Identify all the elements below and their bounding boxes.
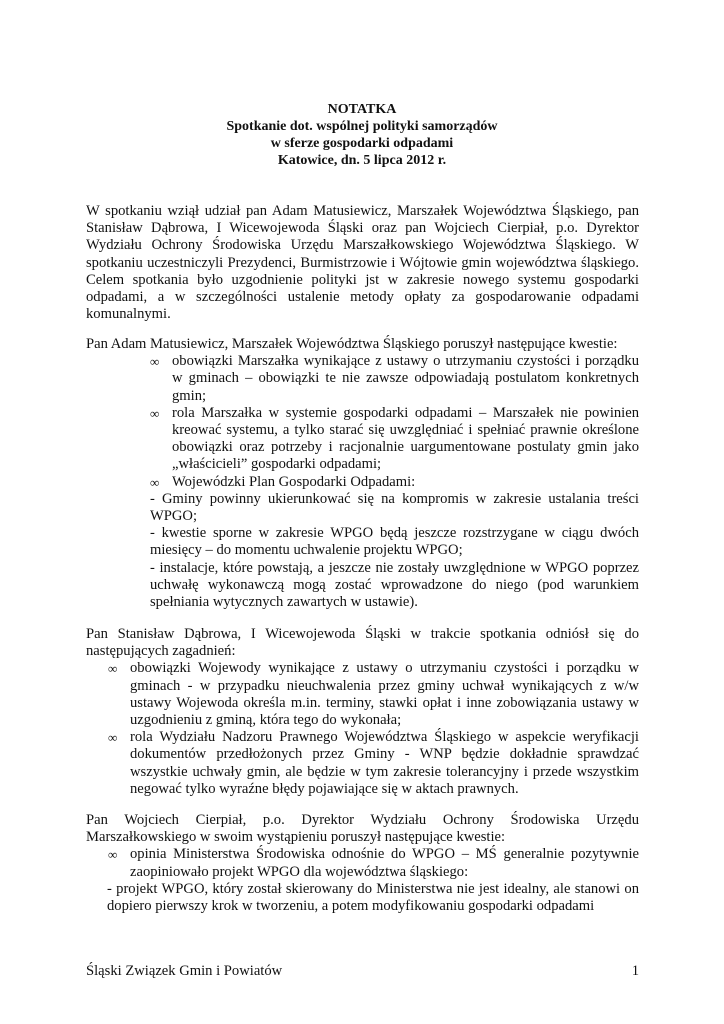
- section-lead: Pan Stanisław Dąbrowa, I Wicewojewoda Śląski w trakcie spotkania odniósł się do następujących zagadnień:: [86, 626, 639, 660]
- bullet-list: [150, 353, 639, 491]
- infinity-bullet-icon: ∞: [108, 847, 118, 863]
- section-marshal: [86, 336, 639, 611]
- sub-item: - projekt WPGO, który został skierowany do Ministerstwa nie jest idealny, ale stanowi on dopiero pierwszy krok w tworzeniu, a potem modyfikowaniu gospodarki odpadami: [107, 880, 639, 915]
- document-title: [0, 101, 724, 169]
- list-item: [150, 405, 639, 474]
- bullet-list: [108, 846, 639, 880]
- sub-item: - kwestie sporne w zakresie WPGO będą jeszcze rozstrzygane w ciągu dwóch miesięcy – do momentu uchwalenie projektu WPGO;: [150, 525, 639, 559]
- list-item: [108, 846, 639, 880]
- list-item: [150, 474, 639, 491]
- list-item-text: Wojewódzki Plan Gospodarki Odpadami:: [172, 473, 416, 490]
- list-item-text: opinia Ministerstwa Środowiska odnośnie do WPGO – MŚ generalnie pozytywnie zaopiniowało projekt WPGO dla województwa śląskiego:: [130, 846, 639, 880]
- list-item-text: rola Marszałka w systemie gospodarki odpadami – Marszałek nie powinien kreować systemu, a tylko starać się uwzględniać i spełniać prawnie określone obowiązki oraz potrzeby i racjonalnie uargumentowane postulaty gmin jako „właścicieli” gospodarki odpadami;: [172, 404, 639, 473]
- list-item: [150, 353, 639, 405]
- infinity-bullet-icon: ∞: [108, 730, 118, 746]
- section-director: [86, 812, 639, 915]
- intro-paragraph: W spotkaniu wziął udział pan Adam Matusiewicz, Marszałek Województwa Śląskiego, pan Stanisław Dąbrowa, I Wicewojewoda Śląski oraz pan Wojciech Cierpiał, p.o. Dyrektor Wydziału Ochrony Środowiska Urzędu Marszałkowskiego Województwa Śląskiego. W spotkaniu uczestniczyli Prezydenci, Burmistrzowie i Wójtowie gmin województwa śląskiego. Celem spotkania było uzgodnienie polityki jst w zakresie nowego systemu gospodarki odpadami, a w szczególności ustalenie metody opłaty za gospodarowanie odpadami komunalnymi.: [86, 203, 639, 323]
- list-item-text: rola Wydziału Nadzoru Prawnego Województwa Śląskiego w aspekcie weryfikacji dokumentów przedłożonych przez Gminy - WNP będzie dokładnie sprawdzać wszystkie uchwały gmin, ale będzie w tym zakresie tolerancyjny i przede wszystkim negować tylko wyraźne błędy pojawiające się w aktach prawnych.: [130, 729, 639, 797]
- infinity-bullet-icon: ∞: [150, 405, 160, 421]
- page-number: 1: [631, 963, 639, 979]
- infinity-bullet-icon: ∞: [150, 474, 160, 490]
- page-footer: [86, 963, 639, 980]
- infinity-bullet-icon: ∞: [108, 661, 118, 677]
- list-item-text: obowiązki Marszałka wynikające z ustawy o utrzymaniu czystości i porządku w gminach – obowiązki te nie zawsze odpowiadają postulatom konkretnych gmin;: [172, 353, 639, 404]
- list-item-text: obowiązki Wojewody wynikające z ustawy o utrzymaniu czystości i porządku w gminach - w przypadku nieuchwalenia przez gminy uchwał wynikających z w/w ustawy Wojewoda określa m.in. terminy, stawki opłat i inne zobowiązania ustawy w uzgodnieniu z gminą, która tego do wykonała;: [130, 660, 639, 729]
- infinity-bullet-icon: ∞: [150, 354, 160, 370]
- section-lead: Pan Adam Matusiewicz, Marszałek Województwa Śląskiego poruszył następujące kwestie:: [86, 336, 618, 352]
- section-lead: Pan Wojciech Cierpiał, p.o. Dyrektor Wydziału Ochrony Środowiska Urzędu Marszałkowskiego w swoim wystąpieniu poruszył następujące kwestie:: [86, 812, 639, 846]
- title-line: Katowice, dn. 5 lipca 2012 r.: [277, 153, 447, 168]
- bullet-list: [108, 660, 639, 798]
- footer-organization: Śląski Związek Gmin i Powiatów: [86, 963, 283, 979]
- sub-item: - Gminy powinny ukierunkować się na kompromis w zakresie ustalania treści WPGO;: [150, 490, 639, 525]
- list-item: [108, 729, 639, 798]
- intro-paragraph-block: [86, 203, 639, 323]
- title-line: w sferze gospodarki odpadami: [270, 136, 454, 151]
- title-line: Spotkanie dot. wspólnej polityki samorządów: [226, 119, 498, 134]
- list-item: [108, 660, 639, 729]
- title-line: NOTATKA: [327, 102, 397, 117]
- section-vicegovernor: [86, 626, 639, 798]
- sub-item: - instalacje, które powstają, a jeszcze nie zostały uwzględnione w WPGO poprzez uchwałę wykonawczą mogą zostać wprowadzone do niego (pod warunkiem spełniania wytycznych zawartych w ustawie).: [150, 559, 639, 611]
